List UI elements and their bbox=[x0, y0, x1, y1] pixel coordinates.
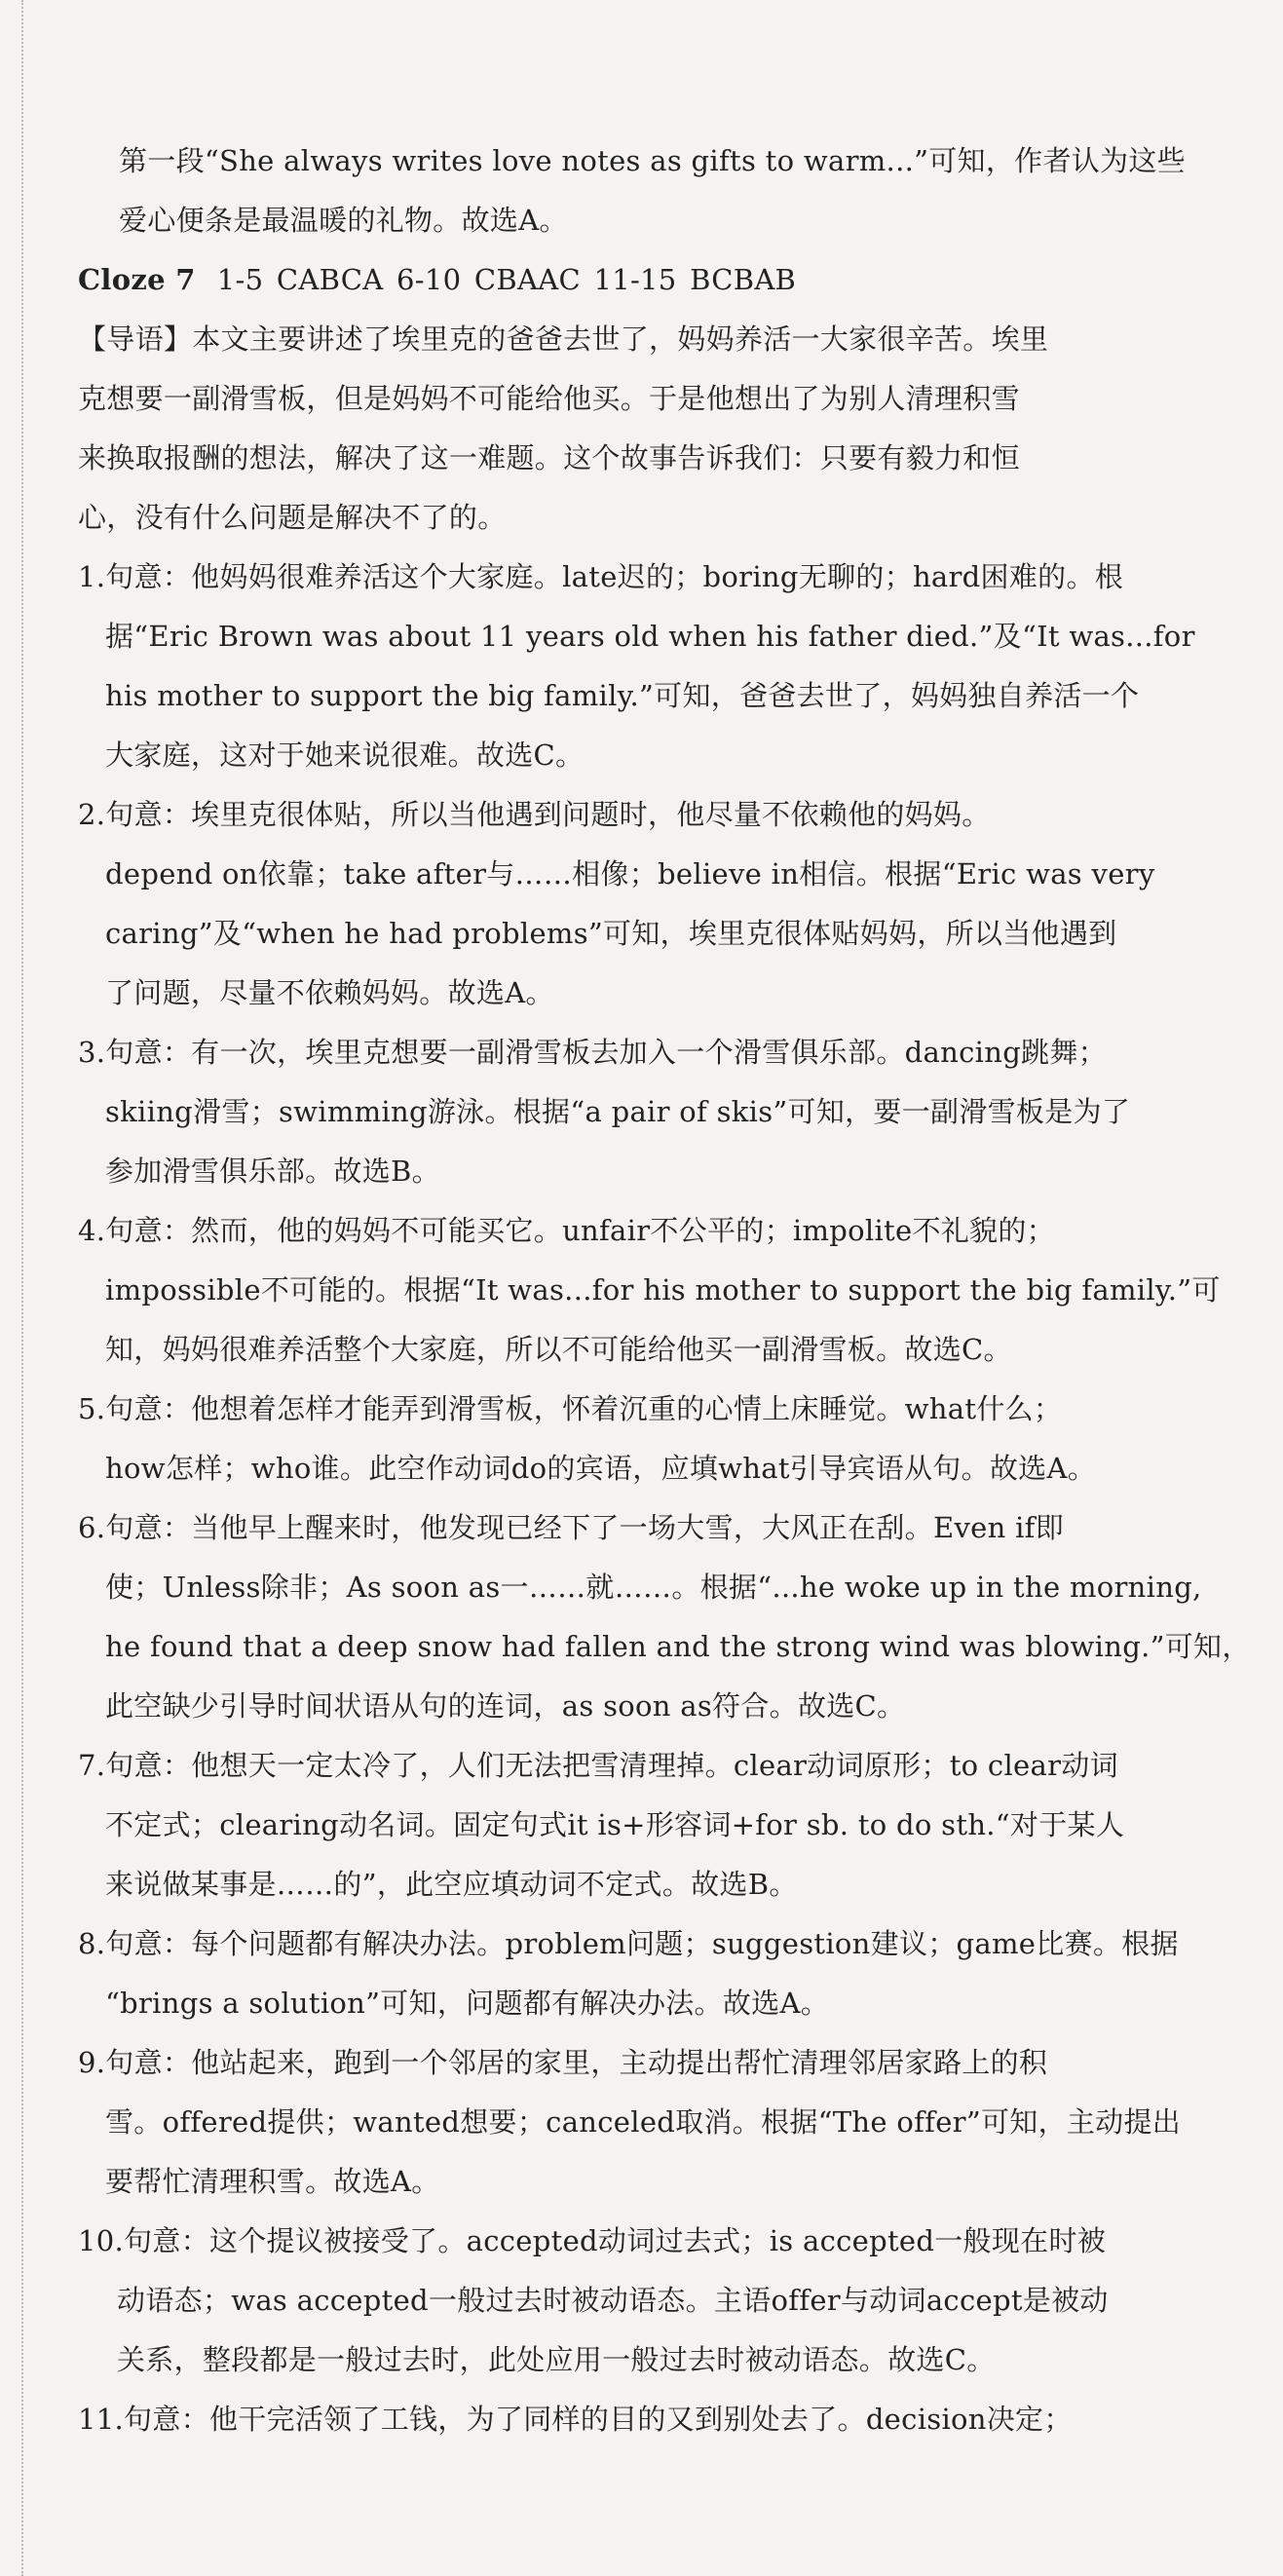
explanation-2-line: 了问题，尽量不依赖妈妈。故选A。 bbox=[105, 976, 554, 1009]
explanation-6-line: 此空缺少引导时间状语从句的连词，as soon as符合。故选C。 bbox=[105, 1689, 906, 1723]
explanation-11-line: 11.句意：他干完活领了工钱，为了同样的目的又到别处去了。decision决定； bbox=[78, 2403, 1073, 2436]
answer-page bbox=[78, 132, 1251, 2449]
explanation-1-line: 大家庭，这对于她来说很难。故选C。 bbox=[105, 739, 585, 772]
explanation-7-line: 来说做某事是……的”，此空应填动词不定式。故选B。 bbox=[105, 1868, 798, 1901]
explanation-10-line: 关系，整段都是一般过去时，此处应用一般过去时被动语态。故选C。 bbox=[117, 2343, 996, 2376]
explanation-2-line: caring”及“when he had problems”可知，埃里克很体贴妈妈，所以当他遇到 bbox=[105, 917, 1117, 950]
explanation-10-line: 动语态；was accepted一般过去时被动语态。主语offer与动词accept是被动 bbox=[117, 2284, 1109, 2317]
explanation-2-line: 2.句意：埃里克很体贴，所以当他遇到问题时，他尽量不依赖他的妈妈。 bbox=[78, 798, 991, 831]
explanation-8-line: 8.句意：每个问题都有解决办法。problem问题；suggestion建议；game比赛。根据 bbox=[78, 1927, 1179, 1960]
explanation-1-line: his mother to support the big family.”可知，爸爸去世了，妈妈独自养活一个 bbox=[105, 679, 1140, 712]
explanation-3-line: 参加滑雪俱乐部。故选B。 bbox=[105, 1155, 440, 1188]
cloze-title: Cloze 7 bbox=[78, 263, 196, 296]
explanation-7-line: 不定式；clearing动名词。固定句式it is+形容词+for sb. to do sth.“对于某人 bbox=[105, 1808, 1125, 1841]
cloze-heading bbox=[78, 250, 1159, 310]
explanation-10-line: 10.句意：这个提议被接受了。accepted动词过去式；is accepted一般现在时被 bbox=[78, 2224, 1107, 2257]
explanation-5-line: how怎样；who谁。此空作动词do的宾语，应填what引导宾语从句。故选A。 bbox=[105, 1452, 1097, 1485]
explanation-3-line: skiing滑雪；swimming游泳。根据“a pair of skis”可知，要一副滑雪板是为了 bbox=[105, 1095, 1131, 1128]
explanation-9-line: 要帮忙清理积雪。故选A。 bbox=[105, 2165, 440, 2198]
binding-dotted-line bbox=[21, 0, 23, 2576]
explanation-6-line: 使；Unless除非；As soon as一……就……。根据“...he woke up in the morning, bbox=[105, 1571, 1202, 1604]
explanation-4-line: 4.句意：然而，他的妈妈不可能买它。unfair不公平的；impolite不礼貌的； bbox=[78, 1214, 1055, 1247]
explanation-1-line: 1.句意：他妈妈很难养活这个大家庭。late迟的；boring无聊的；hard困难的。根 bbox=[78, 560, 1124, 593]
text-line: 爱心便条是最温暖的礼物。故选A。 bbox=[119, 204, 568, 237]
explanation-6-line: he found that a deep snow had fallen and the strong wind was blowing.”可知， bbox=[105, 1630, 1251, 1663]
explanation-5-line: 5.句意：他想着怎样才能弄到滑雪板，怀着沉重的心情上床睡觉。what什么； bbox=[78, 1392, 1063, 1425]
explanation-4-line: impossible不可能的。根据“It was...for his mother to support the big family.”可 bbox=[105, 1273, 1221, 1307]
explanation-6-line: 6.句意：当他早上醒来时，他发现已经下了一场大雪，大风正在刮。Even if即 bbox=[78, 1511, 1064, 1544]
explanation-4-line: 知，妈妈很难养活整个大家庭，所以不可能给他买一副滑雪板。故选C。 bbox=[105, 1333, 1012, 1366]
intro-line: 来换取报酬的想法，解决了这一难题。这个故事告诉我们：只要有毅力和恒 bbox=[78, 441, 1020, 474]
text-line: 第一段“She always writes love notes as gifts to warm...”可知，作者认为这些 bbox=[119, 144, 1186, 177]
intro-line: 心，没有什么问题是解决不了的。 bbox=[78, 501, 507, 534]
intro-line: 克想要一副滑雪板，但是妈妈不可能给他买。于是他想出了为别人清理积雪 bbox=[78, 382, 1020, 415]
explanation-2-line: depend on依靠；take after与……相像；believe in相信。根据“Eric was very bbox=[105, 857, 1155, 890]
explanation-8-line: “brings a solution”可知，问题都有解决办法。故选A。 bbox=[105, 1987, 830, 2020]
intro-line: 【导语】本文主要讲述了埃里克的爸爸去世了，妈妈养活一大家很辛苦。埃里 bbox=[78, 322, 1049, 356]
explanation-1-line: 据“Eric Brown was about 11 years old when his father died.”及“It was...for bbox=[105, 620, 1195, 653]
explanation-7-line: 7.句意：他想天一定太冷了，人们无法把雪清理掉。clear动词原形；to clear动词 bbox=[78, 1749, 1118, 1782]
explanation-9-line: 9.句意：他站起来，跑到一个邻居的家里，主动提出帮忙清理邻居家路上的积 bbox=[78, 2046, 1048, 2079]
cloze-answers: 1-5 CABCA 6-10 CBAAC 11-15 BCBAB bbox=[216, 263, 797, 296]
explanation-3-line: 3.句意：有一次，埃里克想要一副滑雪板去加入一个滑雪俱乐部。dancing跳舞； bbox=[78, 1036, 1107, 1069]
explanation-9-line: 雪。offered提供；wanted想要；canceled取消。根据“The offer”可知，主动提出 bbox=[105, 2105, 1182, 2139]
